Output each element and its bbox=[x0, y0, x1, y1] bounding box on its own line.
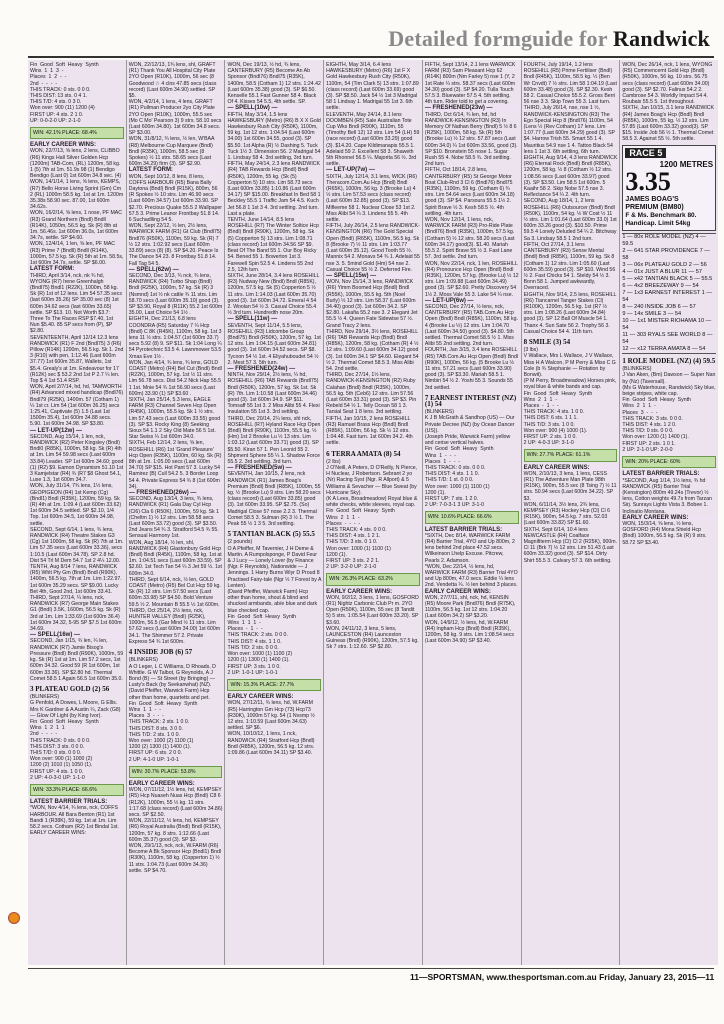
field-entry: 8 — 240 INSIDE JOB 6 — 57 bbox=[622, 304, 696, 311]
form-text: WON, 4/2/14, 1 lens, 4 lens, GRAFT (R1) Pullman Producer 2yo City Plate 2YO Open (R10K), 1000m, 55.5 sec (Mo C Mo' Pearson 3) 9 strs. 58.10 secs (Last 600m 34.80). 1st 600m 34.8 secs. SP $3.00. bbox=[128, 99, 223, 137]
form-text: A O Leger, L C Williams, D Rhoads, D Whittle. G W Talbot, G Reynolds, A J Bond (B) — St Street (by Bringing) — Lusty's Back (by Seekanwhat) (NZ). bbox=[128, 663, 218, 689]
race-time: 3.35 bbox=[625, 167, 671, 197]
form-text: WON, 24/11/12, 3 lens, 5 lens, LAUNCESTON (R4) Launceston Guineas (Bndl) (R90K), 1200m, 57.5 kg. Sk 7 strs. 1:12.60. SP $2.80. bbox=[326, 625, 421, 651]
form-text: WON, Sept 10/12, 8 lens, 8 lens, COFFS HARBOUR (R5) Bana Bally Daytona (Bndl) Bndl (R15K), 800m, 56 (R Spokes ½ 10 strs. Lim 46.90 secs (Last 600m 34.57) 1st 600m 33.90. SP $2.70. Precious Quake 55.5 2 Wallpaper 57.5 3. Prime Leanor Frontbay 51.8 14. 6 Suchadlling 54 5. bbox=[128, 173, 224, 224]
stats-summary-box: WIN: 30.7% PLACE: 53.8% bbox=[129, 766, 223, 778]
form-text: WON, 31/8/12, ¾ lens, ½ len, W'BAA (R8) Melbourne Cup Marquee (Bndl) Bndl (R35K), 1000m, 58.5 sec (8 Spokes) ½ 11 strs. 58.65 secs (Last 600m 34.29) firm (3). SP $2.90. bbox=[128, 136, 216, 168]
form-text: FOURTH, Jan 3/15, 3.4 lens ROSEHILL (R5) TAB.Com.Au Hcp Open (Bndl) Bndl (R90K), 1000m, 56 kg. (5 Brooke Lu ½ 11 strs. 57.21 secs (Last 600m 33.90) good (3). SP $3.30. Mariah 58.5 1. Nimbiri 54 ½ 2. Yoshi 55 3. Sounds 55 3rd settled. bbox=[424, 347, 520, 391]
runner-weight: 54 bbox=[434, 399, 442, 408]
section-heading: EARLY CAREER WINS: bbox=[129, 781, 223, 787]
form-text: WON, 14/9/12, ½ lens, hd, W.FARM (R4) Ingham Hcp (Bndl) Bndl (R35K), 1200m, 58 kg. 9 strs. Lim 1:08.54 secs (Last 600m 34.90) SP $3.40. bbox=[424, 619, 516, 645]
section-heading: — FRESHENED(23w) — bbox=[425, 105, 519, 111]
stats-summary-box: WIN: 20% PLACE: 60% bbox=[622, 456, 716, 468]
stats-summary-box: WIN: 33.3% PLACE: 66.6% bbox=[30, 784, 124, 796]
section-heading: — SPELL(16w) — bbox=[30, 632, 124, 638]
registration-mark-icon bbox=[8, 912, 20, 924]
form-text: G Penfold, A Dowes, L Moore, G Ellis. Mrs K Gardner & A Austin ¼, Zack (G8) — Glow Of Light (by King Ivor). bbox=[30, 700, 122, 719]
field-entry: 3 — 06x PLATEAU GOLD 2 — 56 bbox=[622, 262, 707, 269]
form-text: J O'Neill, A Peters, D O'Reilly, N Pierce, H Nuclear, J Robertson. Sebrant 2 yo (Nr) Racing Syst (Ngr. R Allport) & 5 Williams & Sevacher — Blue Sweat (by Hurricane Sky). bbox=[326, 465, 419, 496]
form-text: SECOND, Aug 18/14, 1, 2 lens ROSEHILL (R6) Outsourcer (Bndl) Bndl (R50K), 1100m, 54 kg. ½ W Cost ½ 11 ½ strs. Lim 1:01.64 (Last 600m 33.0) 1st 600m 33.26 good (3). $10.50. Prime 59.5 4 Lonely Deluded 54 ¼ 2. Bitchway Sa 3. Lindsay 58.5 1 2nd turn. bbox=[523, 198, 619, 242]
runner-name: SMILE (3) bbox=[528, 337, 562, 346]
form-text: SEVENTH, Sept 11/14, 5.5 lens, ROSEHILL (R3) Lidcombe Group (Bndl75) Bndl (R50K), 1200m, 57 kg. 1st 12 strs. Lim 1:04.15 (Last 600m 34.81) good (3). 1st 600m 34.52 secs. SP $8. Tycoon 54 ½ 1st. 4 Eliyahuboudet 54 ½ 2. Mest 57 3. 5th turn. bbox=[227, 322, 323, 366]
form-text: THIRD, Dec 27/14, 1½ lens, RANDWICK-KENSINGTON (R2) Ruby Calahan (Bndl) Bndl (R35K), 1000m, 56.5 kg. 5th (Ceb6) 12 strs. Lim 57.56 (Last 600m 33.31) good (3). SP $3. Pin Rebeld 54 ½ 1. Telly Ocean 58 1 3. Tarsial Seat 1 8 lens. 3rd settling. bbox=[326, 372, 418, 416]
runner-weight: 59.5 bbox=[703, 357, 716, 366]
race-field-list bbox=[622, 233, 716, 354]
form-text: THIRD, Sept 27/14, ¼ lens, nck, RANDWICK (R7) George Main Stakes G1 (Bndl) 3.5K, 1600m, 56.5 kg. Sk (R) 3rd at 1m. Lim 1:33.69 (1st 600m 36.4) 1st 600m 34.32, 5-95 SP $7.5 1st 600m 34.69. bbox=[30, 595, 124, 633]
form-text: THIRD, Sept 6/14, nck, ½ len, GOLD COAST (Metro) (R5) Bel Cut Hcp 59 kg. Sk (R) 12 strs. Lim 57.50 secs (Last 600m 33.98) SP $4.50. Bold Venture 59.5 ½ 2. Mountain B 55.5 ½ 1st 600m. bbox=[128, 576, 223, 608]
runner-name: TERRA AMATA (8) bbox=[331, 449, 392, 458]
form-text: (David Pfeiffer, Warwick Farm) Hcp other than home, shout & blind and shucked armbands, ab/e blue and dark blue checked cap. bbox=[227, 589, 319, 614]
runner-heading bbox=[30, 686, 124, 692]
form-text: (David Pfeiffer, Warwick Farm) Hcp other than home, quartetts and pet. bbox=[128, 688, 211, 701]
race-number: RACE 5 bbox=[625, 148, 666, 158]
field-entry: 4 — 01x JUST A BLUR 11 — 57 bbox=[622, 269, 703, 276]
form-text: WON, 2/10/13, 3 lens, 1 lens, CESS (R1) The Adventure Man Plate 98th (R15K), 900m, 55.5 sec (8 Tsing 7) ½ 11 strs. 50.94 secs (Last 600m 34.22). SP $3. bbox=[523, 470, 618, 502]
page-footer: 11—SPORTSMAN, www.thesportsman.com.au Friday, January 23, 2015—11 bbox=[410, 972, 715, 982]
stats-summary-box: WIN: 27.7% PLACE: 61.1% bbox=[524, 449, 618, 461]
form-text: THIRD, Dec 20/14, 2¼ lens, shl nck, ROSEHILL (R7) Hyland Race Hcp Open (Bndl) Bndl (R90K), 1100m, 55.5 kg. ½ (Hm) 1st 2 Brooke Lu ½ 13 strs. Lim 1:03.12 (Last 600m 33.71) good (3). SP $5.50. Kiran 57 1. Pen Leonid 55 2. Shpment Sphere 55 ¼ 1. Shadow Force 55.5 2. 3rd settling. 3rd turn. bbox=[227, 415, 322, 465]
form-text: THIRD, Nov 29/14, 3½ lens, ROSEHILL (R6) TAB Rewards Hcp (Bndl) Bndl (R85K), 1200m, 58 kg. (Cotham (R) 4 ½ 12 strs. 1:09.60 (Last 600m 34.12) good (3). 1st 600m 34.1 SP $4.60. Elegant 54 ½ 2. Thermal Comet 58.5 3. Miss Alibi 54. 2nd settle. bbox=[326, 328, 421, 372]
section-heading: EARLY CAREER WINS: bbox=[30, 142, 124, 148]
runner-gear: (2 pounds) bbox=[227, 539, 253, 546]
form-text: WON, Nov 22/14, nck, 1 len, ROSEHILL (R4) Pronounce Hcp Open (Bndl) Bndl (R35K), 1200m, 57 kg. (Brooke Lu) ½ 12 strs. Lim 1:09.88 (Last 600m 34.49) good (3). SP $2.60. Pretty Discovery 54 1½ 2. Moss Vale 55 3. Lake 54 ¼ nse. bbox=[424, 260, 521, 298]
form-text: WON, 29/1/13, nck, nck, W.FARM (R6) Become A Bk Sponsor Hcp (Bndl1) Bndl (R30K), 1100m, 58 kg. (Copperton 1) ½ 11 strs. 1:04.73 (Last 600m 34.36) settle. SP $4.70. bbox=[128, 842, 223, 874]
runner-heading bbox=[425, 395, 519, 407]
runner-weight: 57 bbox=[185, 648, 193, 657]
section-heading: — LET-UP(7w) — bbox=[326, 167, 420, 173]
runner-name: INSIDE JOB (6) bbox=[133, 648, 184, 657]
form-text: SECOND, Aug 13/14, 3 lens, ¾ lens, RANDWICK (R1) Gala Day Cyl Hcp (Cl6) Cla 6 (R50K), 1000m, 59 kg. Sk 1 (Cheltm 1) ½ 12 strs. Lim 58.58 secs (Last 600m 33.72) good (3). SP $3.50. 2nd Jeans 54 ¾ 3. Stratford 54.5 ¾ 55. Sensual Harmony 1st. bbox=[128, 496, 221, 540]
runner-gear: (BLINKERS) bbox=[424, 409, 454, 416]
stats-summary-box: WIN: 10.6% PLACE: 66.6% bbox=[425, 511, 519, 523]
form-text: *WON, Nov 4/14, ¾ lens, nck, COFFS HARBOUR. All Bara Benton (R1) 1st Bandi 1 (R38K), 59 kg. 1st at 1m. Lim 58.2 secs. Cotham (R2) 1st Bindal 1st. EARLY CAREER WINS: bbox=[30, 805, 119, 837]
form-text: FOURTH, July 19/14, 1.2 lens ROSEHILL (R5) Prime Fertiliser (Bndl) Bndl (R45K), 1100m, 58.5 kg. ½ (Ben Wr Cnvdt) 7 ½ strs. Lim 58 1:04.19 (Last 600m 33.48) good (3). SP $2.30. Kesh 58 2. Casual Choice 55.5 2. Gross Berri 56 nse 3 3. Skip Town 55 3. Last turn. bbox=[523, 62, 619, 106]
form-text: SIXTH, June 28/14, 3.4 lens ROSEHILL (R3) Nudway New (Bndl) Bndl (R85K), 1200m, 57.5 kg. Sk (5) Copperton 5 ½ 11 strs. Lim 1:14.03 (Last 600m 35.70) good (3). 1st 600m 34.72. Emeral 4 54 2. Woolan 54 ½ 3. Casual Choice 55.4 ½ 3rd turn. Hundredth nose 20m. bbox=[227, 272, 321, 317]
runner-gear: (2 lbs) bbox=[326, 458, 341, 465]
runner-number: 1 bbox=[622, 357, 626, 366]
form-text: EIGHTH, May 3/14, 6.4 lens HAWKESBURY (Metro) (R6) 1st F X Gold Hawkesbury Rush City (R50K), 1100m, 54 (Tim Clark 5) 13 strs. 1:07.89 (class record) (Last 600m 33.69) good (3). SP $8.50. Jack 54 ½ 1st 3 Madrigal 58 1 Lindsay 1. Madrigal 55 1st 3. 6th settle. bbox=[326, 62, 421, 112]
form-text: NINTH, Nov 29/14, 2½ lens, ¼ hd, ROSEHILL (R6) TAB Rewards (Bndl75) Bndl (R50K), 1200m, 57 kg. Sk 1st. Sk (R) 7th. Lim 1:10.58 (Last 600m 34.46) good (3). 1st 600m 34.9. SP $11. Tomsaff 55 1st 3. 2 Miss Alibi 55 4. Flexi Insulation 55 1st 3. 3rd settling. bbox=[227, 372, 322, 416]
form-column bbox=[225, 60, 324, 965]
form-text: Fin Good Soft Heavy Synth Wins 1 1 1 - Places - 1 - - THIS TRACK: 2 sts. 0 0 0. THIS DIST: 4 sts. 1 1 0. THIS T/D: 2 sts. 0 0 0. Won over: 1000 (1) 1100 (2) 1200 (1) 1300 (1) 1400 (1). FIRST UP: 3 sts. 1 0 0. 2 UP: 1-0-1 UP: 1-0-1 bbox=[227, 613, 297, 676]
form-text: WON, 16/2/14, ⅝ lens, 1 nose, PF MAC (R3) Grand Northern (Bndl) Bndll (R14K), 1050m, 56.5 kg. Sk (R) 8th at 1m. 56.46s. 1st 600m 36.0s, 1st 600m 34.7s, settle. SP $4.60. bbox=[30, 210, 124, 242]
form-text: THIRD, April 3/14, nck, nk ¾ hd, WYONG (R7) Irene Greenhalgh (Bndl75) Bndl1 (R22K), 1000m, 58 kg. Sk (R) 1st of 12 lens. Lim 54 57.35 secs (last 600m 35.26) SP 35.00 sec (8) 1st 600m 34.62 secs (last 600m 33.65) settle. SP $13. 10. Not Worth $3.7: Three To The Races RSP $7.40, 1st Nun $5.40. 85 SP secs from (P), $P $2.80. bbox=[30, 272, 124, 335]
form-text: ELEVENTH, May 24/14, 8.1 lens DOOMBEN (R5) Sale Australian Tote Cup Wks Bndl (R90K), 1110m, 55 (Timothy Bell 12) 12 strs. Lim 54 (LH) 59 (race record) (Last 600m 33.29) good (3). $14.20. Cape Kildimanapis 55.5 1. Adelaid 59 2. Excellent 58 3. Shaweth 5th Rhonnel 56.5 ¼. Majorita 56 ½. 3rd settle. bbox=[326, 111, 421, 168]
form-text: WON, 27/7/11, shl, nck, hd, KENSIN (R5) Moore Park (Bndl76) Bndl (R75K), 1100m, 56.5 kg. 1st 12 strs. 1:04.20 (Last 600m 34.2) SP $3.20. bbox=[424, 594, 517, 620]
stats-summary-box: WIN: 15.3% PLACE: 27.7% bbox=[227, 679, 321, 691]
form-text: Fin Good Soft Heavy Synth Wins 2 1 1 - Places - - - - THIS TRACK: 4 sts. 0 0 0. THIS DIST: 4 sts. 1 2 1. THIS T/D: 3 sts. 0 1 0. Won over: 1000 (1) 1100 (1) 1200 (1). FIRST UP: 3 sts. 2 2 1. 2 UP: 3-2-0 UP: 2-1-0 bbox=[326, 508, 395, 571]
field-entry: 9 — 14x SMILE 3 — 54 bbox=[622, 311, 682, 318]
form-text: WON, 22/7/13, ⅝ lens, 2 lens, CLIBBO (R6) Kings Hall Silver Golden Hcp (1200m) TAB-Com, (RL) 1200m, 58 kg. 1 (5) 7th at 1m. 51.9s 98 (1) Bendigo Bendigo (Last 0) 1st 600m 34.8 sec. (4) WON, 14/1/14, 1 lens, ⅝ lens, KEMPS, (R7) Bello Horse Living Sprint (Gm) Cm 2 (RL) 1000m 58.5 kg. 1st at 1m. 1200m 35.38s 58.90 sec. 87.00, 1st 600m 34.62s. bbox=[30, 148, 125, 211]
runner-number: 4 bbox=[128, 648, 133, 657]
runner-weight: 54 bbox=[393, 449, 401, 458]
race-distance: 1200 METRES bbox=[659, 159, 714, 169]
form-text: TENTH, Aug 8/14 7 lens, RANDWICK (R5) Whlt Pty Gm (Bndl) Bndl (R90K), 1400m, 56.5 kg. 7th at 1m. Lim 1:22.97. 1st 600m 35.29 secs. SP $9.00. Lucky Bet 4th, Good 2nd, 1st 600m 33.41. bbox=[30, 564, 124, 595]
form-text: WON, Nov 15/14, 3 lens, RANDWICK (R6) Yimm Boomed Hcp (Bndl) Bndl (R55K), 1000m, 55.5 kg. 5th (Noel Burly) ½ 12 strs. Lim 58.37 (Last 600m 34.40) good (3). 1st 600m 34.2. SP $2.80. Lakafia 55.2 nse 3. 2 Elegant Jet 55.5 ½ 4. Queen Fate Sidewise 57 ½. Grand Tracy 2 lens. bbox=[326, 279, 420, 329]
form-text: WON, 12/4/14, 1 len, ⅝ len, PF MAC (R3) Prime 7 (Bndll) Bndll (R14K), 1000m, 57.5 kg. Sk (R) 5th at 1m. 58.5s, 1st 600m 34.7s, settle. SP $6.00. bbox=[30, 241, 125, 267]
runner-gear: (BLINKERS) bbox=[128, 657, 158, 664]
race-conditions: F & Ms. Benchmark 80. Handicap. Limit 54kg bbox=[625, 212, 697, 228]
section-heading: — FRESHENED(26w) — bbox=[129, 490, 223, 496]
section-heading: EARLY CAREER WINS: bbox=[326, 589, 420, 595]
section-heading: LATEST BARRIER TRIALS: bbox=[622, 471, 716, 477]
form-text: SIXTH, Feb 12/14, 2 lens, ⅝ len, ROSEHILL (R6) 1st 'Grand Pleasure' Hcp Open (R35K), 1100m, 60 kg. Sk (R) 8th at 1m. 1:05.00 secs (Last 600m 34.70) SP $15. Hot Pant 57 3. Lucky 54 Ramirez (B) Cull 54.2 5. 3 Border Loop 54 4. Private Express 54 ¾ 8 (1st 600m 34). bbox=[128, 440, 223, 490]
section-heading: EARLY CAREER WINS: bbox=[524, 465, 618, 471]
form-text: WON, 07/11/12, 1½ lens, hd, KEMPSEY (R5) Hcp Nuaseh Nuas Hcp (Bndl) C8 6 (R12K), 1000m, 55 ½ kg. 11 strs. 1:17.68 (class record) (Last 600m 34.86) secs. SP $2.50. bbox=[128, 787, 224, 818]
runner-number: 3 bbox=[30, 684, 34, 693]
form-column bbox=[423, 60, 522, 965]
form-text: FIFTH, Sept 13/14, 2.1 lens WARWICK FARM (R3) Sam Pleasant Hcp 62 (R14K) 800m (Nm Farley 5) nse 1 (Y, 2 1st Rate ¼ strs. 58.37 secs (Last 600m 34.30) good (3). SP $4.20. Tulla Touch 57.5 3. Bluewater 57.5 4. 5th settling. 4th turn. Rider told to get a covering. bbox=[424, 62, 517, 106]
runner-name: EARNEST INTEREST (NZ) (1) bbox=[424, 393, 517, 408]
section-heading: LATEST BARRIER TRIALS: bbox=[30, 799, 124, 805]
form-text: FIFTH, Oct 18/14, 2.8 lens, CANTERBURY (R5) St George Motor Boat Club-Rnd 3 Cl 6 (Bndl76) Bndl75 (R35K), 1100m, 59 kg. (Cotham 6) ¾ strs. Lim 54.64 secs (Last 600m 34.18) good (3). SP $4. Parsoura 55.5 1½ 2. Spirit Brave ½ 3. Kesh 58.5 ½. 4th settling. 4th turn. bbox=[424, 167, 516, 217]
form-text: EIGHTH, Aug 9/14, 4.3 lens RANDWICK (R6) Eternal Rock (Bndl) Bndl (R85K), 1200m, 58 kg. ½ 8 (Cotham ½ 12 strs. 1:08.56 secs (Last 600m 33.97) good (3). SP $3.50. Lim 58.5 1st 600m. 5 Kaaihr 58 2. Skip Nobe 57.5 nse 3. Reflectance 54 ¼ 2. 4th turn. bbox=[523, 155, 619, 199]
form-text: *SECOND, Aug 1/14, 1½ lens, ¾ hd RANDWICK (R5) Barrier Trial (Kensington) 800m 49.24s (Trevor) ½ lens, Cotton weights 49.7s from Tarzan Sirj. Sunrays Lights Vista 3. Bobee 1. Inclinatio Montana. bbox=[622, 477, 714, 515]
form-text: WON, Dec 19/13, ½ hd, ¾ lens, CANTERBURY (R5) Become An Ab Sponsor (Bndl76) Bndl75 (R35K), 1400m, 58.5 (Cotham 1) 12 strs. 1:24.42 (Last 600m 35.38) good (3). SP $6.50. Kenselle 55.1 Fast Gunner 58 4. Black Of 4. Kisses 54 5.5, 4th settle. SP. bbox=[227, 62, 323, 106]
runner-gear: (3 lbs) bbox=[523, 347, 539, 354]
section-heading: LATEST FORM: bbox=[129, 167, 223, 173]
form-text: SIXTH, Jan 25/14, 5.3 lens, EAGLE FARM (R3) Channel Seven Hcp Open (R45K), 1000m, 55.5 kg. Sk 1 ½ strs. Lim 57.43 secs (Last 600m 33.55) good (3). SP $3. Rocky King (8) Seeking Sioux 54 1.1 2 Sky Old Mate 56 5 1st. Star Swiss ¼ 1st 600m 34.0. bbox=[128, 396, 222, 441]
form-text: WON, 22/12/13, 1¾ lens, shl, GRAFT (R1) Thank You All Hospital City Plate 2YO Open (R10K), 1000m, 56 sec (8 Goodwood ☆ 4 clns 47.85 secs (class record) (Last 600m 34.90) settled. SP $5. bbox=[128, 62, 218, 100]
form-text: K J B McGrath & Sandhop (US) — Our Private Decree (NZ) (by Ocean Dancer (US)). bbox=[424, 415, 516, 434]
form-text: FIFTH, July 26/14, 2.5 lens RANDWICK-KENSINGTON (R6) The Gold Special Open (Bndl) (R65K), 1100m, 56.5 kg. Sk 8 (Brooke 7) ½ 11 strs. Lim 1:03.77 (Last 600m 35.12). Good Tooth 55 ½. Mannix 54 2. Monavs 54 ¾ 1. Adelaid 55 nse 3. 5. 5mind Gold (Hm) 54 nse 2. Casual Choice 55 ½ 2. Deferred Fire. bbox=[326, 223, 422, 273]
runner-heading bbox=[524, 339, 618, 345]
form-text: WON, 9/2/12, 3 lens, 1 lens, GOSFORD (R1) Nightz Carbonic Club Pr m. 2YO Open (R50K), 1100m, 55 sec (8 Tandit 5) 5 strs. 1:05.54 (Last 600m 33.20). SP $3.60. bbox=[326, 594, 421, 626]
form-text: WON, 27/12/11, ¾ lens, hd, W.FARM (R5) Harrington Gm Hcp (73) Hcp73 (R30K), 1000m 57 kg. 54 (1 Nvsmp ½ 12 strs. 1:10.59 (Last 600m 34.63) settled. SP $6. bbox=[227, 700, 317, 732]
section-heading: — LET-UP(12w) — bbox=[30, 428, 124, 434]
form-text: WON, Jan 4/14, ¾ lens, ¾ lens, GOLD COAST (Metro) (R4) Bel Cut (Bndl) Bndl (R22K), 1000m, 57 kg. 1st ½ 11 strs. Lim 56.78 secs. Dist 54.2 Nick Hap 55.5 1 1st. Mnie 54 ¾ 1st 56.90 secs (Last 600m) 33.90 (1) SP $3.60 . bbox=[128, 359, 224, 397]
runner-number: 6 bbox=[326, 449, 330, 458]
form-text: WON, Dec 26/14, nck, 1 lens, WYONG (R5) Commencemt Gold Hcp (Bndl) (R50K), 1000m, 56 kg. 10 strs. 56.75 secs (class record) (Last 600m 34.00) good (3). SP $2.70. Falinus 54.2 2. Cambrose 54 3. Worldly Impact 54 4. Roubaix 55.5 5. 1st throughout. bbox=[622, 62, 714, 106]
field-entry: 6 — 4x2 BREEZEWAY 9 — 54 bbox=[622, 283, 699, 290]
form-text: THIRD, Oct 6/14, ¾ len, hd, hd RANDWICK-KENSINGTON (R3) In Memory Of Nathan Berry (Bndl) 5 ½ 8 6 (R25K), 1000m, 58 kg. Sk (R) 5th (Brooke Lu) ½ 12 strs. 57.87 secs (Last 600m 34.0) ¼ 1st 600m 33.56, good (3). SP $10. Bronstein 55 nose 1. Sugar Rush 55 4. Nobe 58.5 ¾. 3rd settling. 2nd turn. bbox=[424, 111, 520, 168]
field-entry: 11 — 303 RYALS SEE WORLD 8 — 54 bbox=[622, 332, 713, 346]
runner-number: 5 bbox=[227, 530, 231, 539]
runner-heading bbox=[129, 649, 223, 655]
race-header-box bbox=[622, 145, 716, 231]
form-text: THIRD, Oct 25/14, 2½ lens, nck, HUNTER VALLEY (Bndl) (R25K), 1000m, 56.5 (Gar Mind ½ 11 strs. Lim 57.62 secs (Last 600m 34.00) 1st 600m 34.1. The Shimmer 57 2. Private Express 54 ¾ 1st 600m. bbox=[128, 607, 222, 645]
runner-heading bbox=[326, 451, 420, 457]
form-text: Fin Good Soft Heavy Synth Wins 2 1 1 - Places - 1 - - THIS TRACK: 4 sts. 1 0 0. THIS DIST: 6 sts. 1 1 1. THIS T/D: 3 sts. 1 0 0. Won over: 900 (4) 1000 (1). FIRST UP: 2 sts. 1 0 0. 2 UP: 4-0-3 UP: 3-1-0 bbox=[523, 390, 593, 447]
runner-weight: 56 bbox=[102, 684, 110, 693]
field-entry: 12 — x12 TERRA AMATA 8 — 54 bbox=[622, 346, 706, 353]
runner-heading bbox=[622, 358, 716, 364]
form-text: SEVENTEENTH, April 12/14 12.3 lens RANDWICK (R1) F 2nd (Bndl75) 3 (R6) Pillow (R14K) 1200m, 56.5 kg. Sk 1. 2nd 3 (R10) with pen, 1:12.46 (Last 600m 37.77) 1st 600m 35.87, Wallets, 1st $5.4. Grealy's at 1m. Endeavour for 17 (R12K) sec $ 53.2 2nd 1st P 2.7 ¼ len. Top $ 4 1st 51.4 RSP. bbox=[30, 334, 125, 384]
form-column bbox=[522, 60, 621, 965]
runner-weight: 55.5 bbox=[302, 530, 315, 539]
form-text: Fin Good Soft Heavy Synth Wins 1 2 1 1 2nd - - - - THIS TRACK: 0 sts. 0 0 0. THIS DIST: 3 sts. 0 0 0. THIS T/D: 0 sts. 0 0 0. Won over: 900 (1) 1000 (2) 1200 (2) 1010 (1) 1050 (1). FIRST UP: 4 sts. 1 0 0. 2 UP: 4-0-3-0 UP: 1-1-0 bbox=[30, 718, 99, 781]
section-heading: — FRESHENED(5w) — bbox=[227, 465, 321, 471]
stats-summary-box: WIN: 26.3% PLACE: 63.2% bbox=[326, 573, 420, 585]
form-text: WON, April 2/7/14, hd, hd, TAMWORTH (R4) Advanced mixed handicap (Bndl76) Bndl79 (R25K), 1400m. 57 (Cotham 1) ¼ 1st cr. Lim 54 (1st 600m 36.25) secs 1:25.41, Captivate (5) 1.5 (Last 1st 1500m 35.4), 1st 600m 34.88 secs. 5.90. 1st 600m 34.98. SP $3.80. bbox=[30, 384, 125, 428]
runner-heading bbox=[227, 531, 321, 537]
form-text: WON, 10/10/12, 1 lens, 1 nck, RANDWICK (R4) Stratford Hcp (Bndl) Bndl (R85K), 1200m, 56.5 kg. 12 strs. 1:09.86 (Last 600m 34.11) SP $3.40. bbox=[227, 731, 316, 756]
form-text: (Ms G Waterhouse, Randwick) Sky blue, beige stripes, white cap. bbox=[622, 384, 717, 398]
form-text: (P M Perry, Broadmeadow) Horses pink, royal blue & white bands and cap. bbox=[523, 378, 618, 391]
form-text: SECOND, Aug 15/14, 1 len, nck, RANDWICK (R2) Peter Kingsley (Bndl) Bndl0 (R85K), 1000m, 58 kg. Sk (R) 4th at 1m. Lim 54 59.98 secs (Last 600m 33.84) Leader. SP 1st 600m 34.60; good (1) (R2) $9. Eamon Dynamism 51.10 1st 3 Kamjelstar (R4) ¾ (R7 $8 Ghost 54.1, Luxe 1.3, 1st 600m 34.7. bbox=[30, 433, 125, 484]
runner-weight: 54 bbox=[563, 337, 571, 346]
form-text: FIFTH, Jan 10/15, 2 lens ROSEHILL (R3) Ramuel Brass Hcp (Bndl) Bndl (R85K), 1100m, 56 kg. Sk ½ 12 strs. 1:04.48. Fast turn. 1st 600m 34.2. 4th settle. bbox=[326, 415, 415, 447]
form-text: TENTH, June 14/14, 8.5 lens ROSEHILL (R7) The Winter Soltice Hcp (Bndl) Bndl (R90K), 1200m, 58 kg. Sk (5) Copperton 5) 13 strs. Lim 1:08.71 (class record) 1st 600m 34.56 SP $9. Beat Of The Band 55 1. Our Boy Ricky 54. Bened 55 1. Bowerton 1st 3. Farewell Spin 52.5 4. Lindens 55 2nd 2.5, 12th turn. bbox=[227, 217, 321, 273]
race-name: JAMES BOAG'S PREMIUM (BM80) bbox=[625, 196, 684, 212]
form-text: Fin Good Soft Heavy Synth Wins 2 1 1 - Places 3 - - - THIS TRACK: 3 sts. 0 0 0. THIS DIST: 4 sts. 1 2 0. THIS T/D: 0 sts. 0 0 0. Won over: 1200 (1) 1400 (1). FIRST UP: 2 sts. 1 0 1. 2 UP: 2-1-0 UP: 2-0-0 bbox=[622, 397, 691, 453]
field-entry: 10 — 1x1 MISTER RIOHAMA 10 — 54 bbox=[622, 318, 712, 332]
form-text: O A Pfeiffer, M Tavernier, J H Deme & Martin. A Rumpolsponge, P David Feur & J Lucy — Lonely Lover (by Finance (Ngr. F Reynolds), Nationwide — J Jennings. 1 Harry Burns Wiyr D Proud 8 Practised Fairy-tale (Ngr ½ 7 Forest by A Lenten). bbox=[227, 545, 323, 589]
runner-gear: (BLINKERS) bbox=[622, 366, 652, 373]
form-text: J Van Aken, (Bm) Dawson — Super Nan by (Nz) (Taversall). bbox=[622, 372, 717, 385]
form-text: (K A Lees, Broadmeadow) Royal blue & white checks, white sleeves, royal cap. bbox=[326, 496, 419, 509]
form-text: WON, July 31/14, 7¾ lens, 1½ lens, GEOPIGEON (R4) 1st Kemp (Cg) (Bndl1) Bndl (R35K), 1200m, 59 kg. Sk (R) 4th at 1m. 1:09.4 (Last 600m 33.62) 1st 600m 34.5 settled. SP $2.10, 1/4 Top. 1st 600m 34.5, 1st 600m 34.98, settle. bbox=[30, 483, 123, 527]
section-heading: — FRESHENED(24w) — bbox=[227, 366, 321, 372]
form-text: SECOND, Dec 27/14, ½ lens, nck, CANTERBURY (R5) TAB.Com.Au Hcp Open (Bndl) Bndl (R85K), 1100m, 58 kg. 4 (Brooke Lu ½) 12 strs. Lim 1:04.70 (Last 600m 34.50) good (3). $4.80. 5th settled. Thermal Comet 58.5 ½ 1. Miss Alibi 55 2nd settling. 2nd turn. bbox=[424, 303, 520, 348]
form-text: Fin Good Soft Heavy Synth Wins 1 1 3 - Places 1 2 - - 2nd - - - - THIS TRACK: 0 sts. 0 0 0. THIS DIST: 13 sts. 0 4 1. THIS T/D: 4 sts. 0 3 0. Won over: 900 (11) 1200 (4) FIRST UP: 4 sts. 2 1 0. UP: 0-0-2-0 UP: 2-1-0 bbox=[30, 62, 99, 124]
form-text: Fin Good Soft Heavy Synth Wins 1 - - - Places 1 - - - THIS TRACK: 0 sts. 0 0 0. THIS DIST: 4 sts. 1 1 0. THIS T/D: 1 st. 0 0 0. Won over: 1000 (1) 1100 (1) 1200 (1). FIRST UP: 7 sts. 1 2 0. 2 UP: 7-0-3-1 3 UP: 3-1-0 bbox=[424, 446, 494, 509]
section-heading: — SPELL(10w) — bbox=[227, 105, 321, 111]
form-text: V Wallace, Mrs L Wallace, J V Wallace, Miss H A Walcon, P M Perry & Miss C G Cole (b ¾ Stephanie — Rotation by Bonwit). bbox=[523, 353, 618, 378]
headline-light: Detailed formguide for bbox=[388, 26, 608, 51]
form-text: FIFTH, May 3/14, 1.5 lens HAWKESBURY (Metro) (R6) B X X Gold Hawkesbury Rush City (R50K), 1100m, 59 kg. 1st 12 strs. 1:04.54 (Last 600m 34.00) 1st 600m 34.55, good (3). SP $5.50. 1st Alpha (R) ½ Dashing 5. Tuck Tuck 1½ 3. Dimension 56. 2 Madrigal 54 1. Lindsay 58 4. 3rd settling, 3rd turn. bbox=[227, 111, 323, 162]
runner-number: 8 bbox=[523, 337, 528, 346]
form-text: WON, 15/3/14, ⅝ lens, ½ lens, GOSFORD (R4) Mona Shield Hcp (Bndl) 1000m, 56.5 kg. Sk (R) 9 strs. 58.72 SP $3.40. bbox=[622, 520, 708, 546]
form-text: (Joseph Pride, Warwick Farm) yellow and cerise vertical halves. bbox=[424, 433, 512, 447]
form-text: *WON, Dec 22/14, ½ lens, hd, WARWICK FARM (R3) Barrier Trial 4YO and Up 800m, 47.0 secs. Eddie ¼ lens 2nd. Vendetta ¼. ½ len behind 3 places. bbox=[424, 563, 520, 589]
form-text: WON, 22/11/12, ½ lens, hd, KEMPSEY (R6) Royal Australia (Bndl) Bndl (R15K), 1200m, 57 kg. 8 strs. 1:12.66 (Last 600m 35.37) good (3). SP $3. bbox=[128, 818, 223, 843]
field-entry: 1 — 80x ROLE MODEL (NZ) 4 — 59.5 bbox=[622, 234, 706, 248]
form-text: SIXTH, Jan 10/15, 3.1 lens RANDWICK (R4) James Boag's Hcp (Bndl) Bndl (R85K), 1000m, 55 kg. ½ 12 strs. Lim 57.85 (Last 600m 33.32) good(3). SP $15. Inside Job 56 ½ 1. Thermal Comet 58.5 3. Against 55 ½. 5th settle. bbox=[622, 105, 716, 143]
form-text: SEVENTH, Jan 10/15, 2 lens, nck RANDWICK (R1) James Boag's Premium (Bndl) Bndl (R85K), 1000m, 55 kg. ½ (Brooke Lu) 9 strs. Lim 58.20 secs (class record) (Last 600m 33.85) good (3). 1st 600m 33.95. SP $2.75. (So) Madrigal Close 57 nose 2.2 3. Thermal Comet 58.5 3. Sulman (R) 3 ½ 1. The Peak 55 ½ 1 3 5. 3rd settling. bbox=[227, 471, 323, 528]
form-text: WON, Sept 22/12, ½ len, 2½ lens, WARWICK FARM (R1) Gt Club (Bndl75) Bndl76 (R50K), 1100m, 59 kg. Sk (R) 7 ½ 12 strs. 1:02.92 secs (Last 600m 33.89) secs (8) (8). SP $4.20. Peace Is The Dance 54 23. 8 Frontbay 51.8 14. Fall Tag 54 5. bbox=[128, 223, 223, 267]
runner-name: ROLE MODEL (NZ) (4) bbox=[627, 357, 702, 366]
page-headline bbox=[388, 26, 710, 52]
section-heading: LATEST BARRIER TRIALS: bbox=[425, 527, 519, 533]
form-column bbox=[324, 60, 423, 965]
form-text: *SIXTH, Dec 8/14, WARWICK FARM (R4) Barrier Trial, 4YO and Up 800m, 2 lens behind 2nd place 47.52 secs. Wilkeinson Lhelp Excuse. Pitcrew, Pearls 2. Adamson. bbox=[424, 532, 517, 564]
section-heading: LATEST FORM: bbox=[30, 266, 124, 272]
runner-name: PLATEAU GOLD (2) bbox=[35, 684, 101, 693]
form-columns bbox=[28, 60, 718, 965]
headline-dark: Randwick bbox=[613, 26, 710, 51]
field-entry: 7 — 1x3 EARNEST INTEREST 1 — 54 bbox=[622, 290, 712, 304]
section-heading: — SPELL(62w) — bbox=[129, 267, 223, 273]
form-text: SIXTH, Sept 6/14, 10.4 lens NEWCASTLE (R4) Coalface Magnifiterm Hcp (Cl) Cl 2 (R25K), 900m. Cl 11 (Brk 7) ½ 12 strs. Lim 51.43 (Last 600m 33.32) good (3). SP $14. Dirty Shirt 55.5 3. Calvary 57 3. 6th settling. bbox=[523, 526, 619, 564]
field-entry: 2 — 641 STAR PROVIDENCE 7 — 58 bbox=[622, 248, 710, 262]
form-column bbox=[620, 60, 718, 965]
form-text: SIXTH, July 12/14, 3.1 lens, WICK (R6) Theracom.Com.Au Hcp (Bndl) Bndl (R65K), 1000m, 56 kg. 3 (Brooke Lu) 4 ½ strs. Lim 57.53 secs (class record) (Last 600m 32.85) good (3). SP $13. Mifleeme 58 1. Nuclear Close 53 1st 2. Miss Alibi 54 ¼ 3. Lindens 55 5. 4th settle. bbox=[326, 173, 419, 224]
runner-name: TANTIAN BLACK (5) bbox=[232, 530, 301, 539]
form-text: Fin Good Soft Heavy Synth Wins 1 1 - - Places 3 - - - THIS TRACK: 2 sts. 1 0 0. THIS DIST: 8 sts. 3 0 0. THIS T/D: 2 sts. 1 0 0. Won over: 1000 (2) 1100 (1) 1200 (2) 1300 (1) 1400 (1). FIRST UP: 6 sts. 2 0 0. 2 UP: 4-1-0 UP: 1-0-1 bbox=[128, 700, 198, 763]
form-text: EIGHTH, Dec 21/13, 6.8 lens COONDRA (R5) Saturday 7 ¼ Hcp (Bndl) C 8K (R45K), 1100m, 58 kg. 1st 3 lens 11 ½ strs. 1:04.57 (1st 600m 33.7) secs 5.92 (8) 9. SP $11. Sk 1:04 Long ¼ 54 Pyrotechnic 53.5 4. Lawnmower 53.5 Xmas Eve 1½ . bbox=[128, 316, 224, 360]
header-rule bbox=[28, 56, 714, 58]
section-heading: — LET-UP(6w) — bbox=[425, 298, 519, 304]
form-text: SECOND, Dec 3/13, ¾ nck, ¾ lens, RANDWICK (R4) Turbo Shap (Bndl) Bndl (R25K), 1000m, 57 kg. Sk (R) 3 (Nsmnd) 1st ½ nk cattle ¾ 11 strs. Lim 58.70 secs (Last 600m 35.10) good (3). SP $3.90, Royal 8 (R11K) 55.2 1st 600m 35.00, Last Choice 54 1½ . bbox=[128, 272, 224, 317]
form-text: SECOND, Sept 6/14, 1 lens, ¾ lens, RANDWICK (R4) Theatre Stakes G3 (Cg) 1st 1000m, 58 kg. Sk (R) 7th at 1m. Lim 57.35 secs (Last 600m 33.36), secs 1:10.5 (Last 600m 34.78). SP 2.8 hd. Dist 54 Trl M Dem 54.7 1st 2 4¼ 12.00. bbox=[30, 526, 125, 564]
form-column bbox=[28, 60, 127, 965]
form-text: EIGHTH, Nov 9/14, 2.5 lens, ROSEHILL (R6) Tiancarnel Tanger Stakes (Cl) (R100K), 1200m, 56.5 kg. 1st (R7 ½ strs. Lim 1:08.26 (Last 600m 34.84) good (3). SP 12 Ball Of Muscle 54 1. Thanx 4. Sun Sate 56 2. Trophy 56 3. Casual Choice 54 4. 11th turn. bbox=[523, 291, 618, 335]
form-text: WON, Nov 12/14, 1 lens, nck, WARWICK FARM (R3) Pro-Ride Plate (Bndl76) Bndl (R35K), 1000m, 57.5 kg. (Cotham 5) ½ 12 strs. 58.20 secs (Last 600m 34.17) good(3). $1.40. Mariah 55.5 2. Spirit Brave 55 ½ 3. Fast Lane 57. 3rd settle. 2nd turn. bbox=[424, 217, 516, 261]
form-text: SECOND, Jan 1/15, ¾ len, ¼ len, RANDWICK (R7) Jamie Bisog's Pressure (Bndl) Bndl (R90K), 1000m, 59 kg. Sk (R) 1st at 1m. Lim 57.2 secs, 1st 600m 34.32. Good 59 (R 1st 600m, 1st 600m 33.36). SP $2.80 hd. Thermal Comet 58.5 1 Again 56.5 1st 600m 35.0. bbox=[30, 638, 125, 682]
form-text: THIRD, July 26/14, nse, nse 1 ½, RANDWICK-KENSINGTON (R3) The Ego Special Hcp 8 (Bndl76) 1100m, 54 (Lens ½ (Rev Cotham) 17 lens. Lim 1:07.77 (Last 600m 34.29) good (3). SP $4. Harrow Trish 55. Smart 55 1 4. Mauritius 54.9 nse 1 4. Tattoo Black 54 lens 1 1st 3. 6th settling, 6th turn. bbox=[523, 105, 617, 155]
form-text: FIFTH, Oct 27/14, 3.1 lens CANTERBURY (R3) Sense Mental (Bndl) Bndl (R85K), 1100m, 59 kg. Sk 8 (Cotham 1) 12 strs. Lim 1:05.60 (Last 600m 35.59) good (3). SP $10. Wind 56 ½ 2. Fast Chicks 54 1. Steldy 54 ½ 3. Bonn 58 1. Jumped awkwardly, Overraced. bbox=[523, 241, 617, 292]
runner-gear: (BLINKERS) bbox=[30, 694, 60, 701]
stats-summary-box: WIN: 42.1% PLACE: 68.4% bbox=[30, 127, 124, 139]
form-text: FIFTH, May 24/14, 2.3 lens RANDWICK (R4) TAB Rewards Hcp (Bndl) Bndl (R50K), 1200m, 55 kg. (Sk (5) Copperton 5) 10 strs. Lim 58.73 secs (Last 600m 33.85) 1:10.86 (Last 600m 34.17) SP $15.00. Breakfast In Bed 58 1 Beckley 55.5 1 Traffic Jam 54 4.5. Kuch Jet 56.8 1 1st 3 4. 3rd settling. 2nd turn. Last a plate. bbox=[227, 161, 322, 217]
form-column bbox=[127, 60, 226, 965]
section-heading: — SPELL(15w) — bbox=[326, 273, 420, 279]
field-entry: 5 — x42 TANTIAN BLACK 5 — 55.5 bbox=[622, 276, 713, 283]
runner-number: 7 bbox=[424, 393, 429, 402]
form-text: WON, Aug 18/14, ½ len, shl, RANDWICK (R4) Glastonbury Gold Hcp (Bndl) Bndl (R45K), 1100m, 58 kg. 1st at 1m. 1:04.51 secs (Last 600m 33.59). SP $2.60. 1st Tech Tan 54 ¼ 3 Jet 59 ½. 1st 600m 34.0. bbox=[128, 539, 224, 577]
section-heading: — SPELL(11w) — bbox=[227, 316, 321, 322]
footer-rule bbox=[28, 968, 714, 969]
section-heading: EARLY CAREER WINS: bbox=[425, 589, 519, 595]
section-heading: EARLY CAREER WINS: bbox=[227, 694, 321, 700]
form-text: WON, 6/11/14, 3½ lens, 2¾ lens, KEMPSEY (R3) Hockey Hcp (Cl) Cl 6 (R15K), 900m, 54.5 kg. 7 strs. 52.03 (Last 600m 33.82) SP $1.60. bbox=[523, 501, 612, 527]
section-heading: EARLY CAREER WINS: bbox=[622, 515, 716, 521]
